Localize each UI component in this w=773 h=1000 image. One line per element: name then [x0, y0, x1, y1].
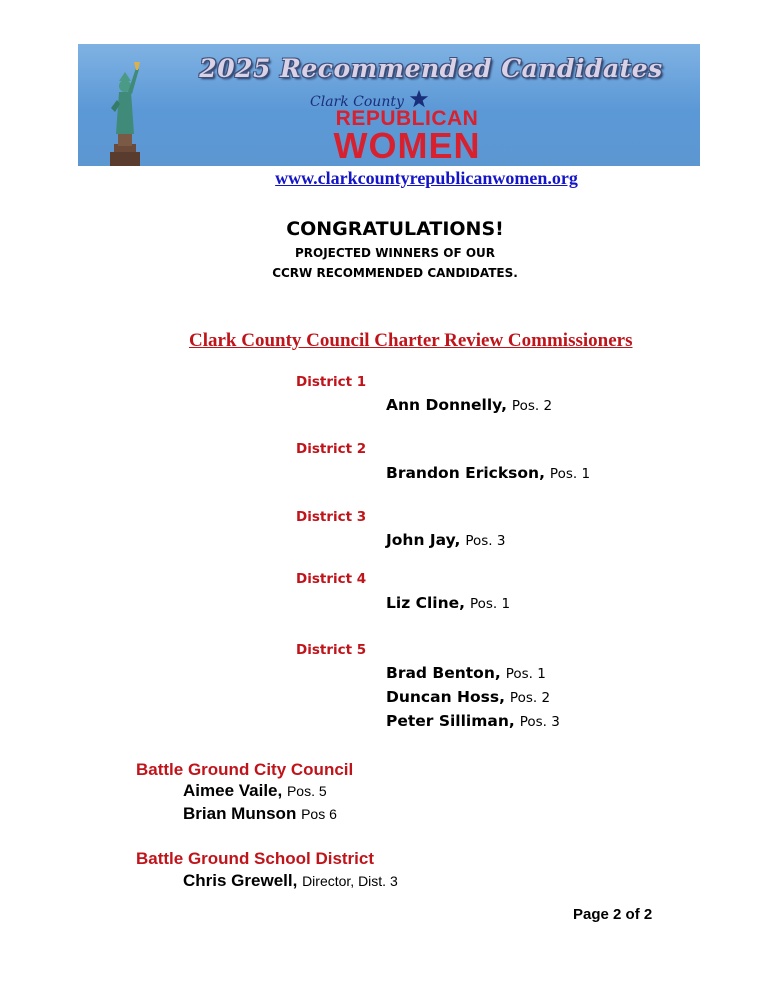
- candidate-name: Ann Donnelly,: [386, 396, 507, 414]
- candidate-entry: [386, 464, 590, 482]
- candidate-entry: [386, 531, 505, 549]
- header-banner: [78, 44, 700, 166]
- ccrw-logo: [302, 94, 512, 164]
- page-number: Page 2 of 2: [573, 906, 653, 923]
- candidate-name: John Jay,: [386, 531, 461, 549]
- candidate-name: Chris Grewell,: [183, 871, 298, 890]
- candidate-entry: [183, 871, 398, 891]
- district-label: District 3: [296, 509, 367, 525]
- candidate-entry: [386, 396, 552, 414]
- congratulations-heading: CONGRATULATIONS!: [286, 218, 504, 240]
- candidate-entry: [386, 664, 546, 682]
- candidate-name: Liz Cline,: [386, 594, 466, 612]
- candidate-name: Aimee Vaile,: [183, 781, 283, 800]
- battle-ground-school-title: Battle Ground School District: [136, 849, 375, 868]
- subheading-line-2: CCRW RECOMMENDED CANDIDATES.: [272, 266, 518, 280]
- candidate-position: Pos. 3: [465, 533, 506, 549]
- candidate-name: Brandon Erickson,: [386, 464, 545, 482]
- logo-republican: REPUBLICAN: [335, 107, 479, 130]
- battle-ground-council-title: Battle Ground City Council: [136, 760, 354, 779]
- candidate-position: Pos. 2: [509, 690, 551, 706]
- candidate-name: Brad Benton,: [386, 664, 501, 682]
- candidate-name: Brian Munson: [183, 804, 297, 823]
- statue-of-liberty-icon: [92, 44, 152, 166]
- charter-review-title: Clark County Council Charter Review Commissioners: [189, 330, 633, 351]
- candidate-name: Peter Silliman,: [386, 712, 515, 730]
- candidate-entry: [183, 804, 337, 824]
- candidate-position: Pos. 1: [505, 666, 546, 682]
- candidate-name: Duncan Hoss,: [386, 688, 505, 706]
- candidate-position: Director, Dist. 3: [302, 873, 398, 889]
- candidate-position: Pos 6: [301, 806, 337, 822]
- district-label: District 4: [296, 571, 367, 587]
- website-link[interactable]: www.clarkcountyrepublicanwomen.org: [275, 168, 578, 188]
- district-label: District 1: [296, 374, 367, 390]
- candidate-position: Pos. 2: [511, 398, 553, 414]
- candidate-position: Pos. 1: [549, 466, 591, 482]
- candidate-entry: [386, 688, 550, 706]
- candidate-position: Pos. 1: [469, 596, 511, 612]
- banner-title: 2025 Recommended Candidates: [199, 54, 663, 83]
- logo-women: WOMEN: [333, 125, 481, 166]
- candidate-entry: [386, 594, 510, 612]
- subheading-line-1: PROJECTED WINNERS OF OUR: [294, 246, 496, 260]
- logo-script: Clark County: [310, 94, 404, 110]
- candidate-entry: [183, 781, 327, 801]
- candidate-position: Pos. 5: [286, 783, 327, 799]
- candidate-entry: [386, 712, 560, 730]
- district-label: District 5: [296, 642, 367, 658]
- candidate-position: Pos. 3: [519, 714, 560, 730]
- district-label: District 2: [296, 441, 367, 457]
